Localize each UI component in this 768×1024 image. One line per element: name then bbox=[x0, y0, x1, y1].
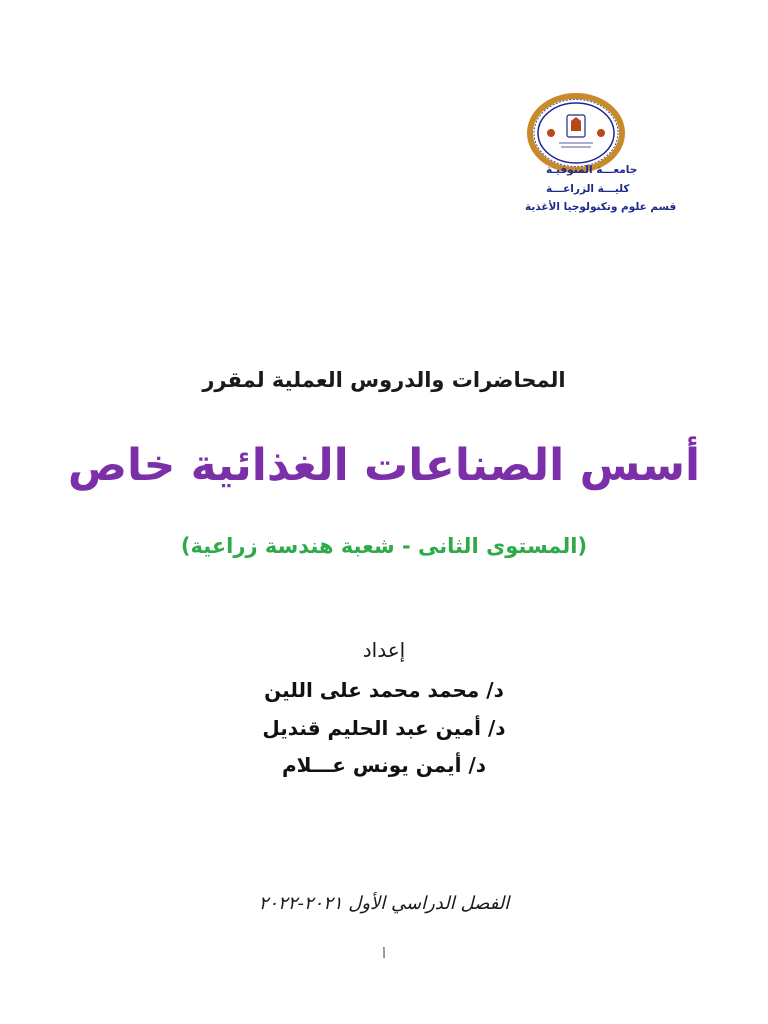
semester-label: الفصل الدراسي الأول ٢٠٢١-٢٠٢٢ bbox=[258, 893, 510, 914]
seal-center-mark bbox=[571, 117, 581, 131]
university-seal-logo bbox=[527, 93, 625, 173]
seal-text-band bbox=[534, 100, 618, 167]
seal-outer-ring bbox=[530, 96, 622, 170]
seal-flag-right bbox=[597, 129, 605, 137]
author-name: د/ أمين عبد الحليم قنديل bbox=[262, 716, 506, 740]
department-name: قسم علوم وتكنولوجيا الأغذية bbox=[525, 201, 677, 213]
course-title: أسس الصناعات الغذائية خاص bbox=[67, 440, 701, 491]
university-name: جامعـــة المنوفيـة bbox=[546, 164, 638, 176]
author-name: د/ أيمن يونس عـــلام bbox=[281, 753, 487, 777]
course-level: (المستوى الثانى - شعبة هندسة زراعية) bbox=[180, 534, 588, 558]
seal-flag-left bbox=[547, 129, 555, 137]
faculty-name: كليـــة الزراعـــة bbox=[546, 183, 630, 195]
page-number: أ bbox=[382, 948, 386, 961]
course-subtitle: المحاضرات والدروس العملية لمقرر bbox=[202, 368, 566, 392]
author-name: د/ محمد محمد على اللين bbox=[264, 678, 504, 702]
prepared-by-label: إعداد bbox=[362, 638, 406, 662]
